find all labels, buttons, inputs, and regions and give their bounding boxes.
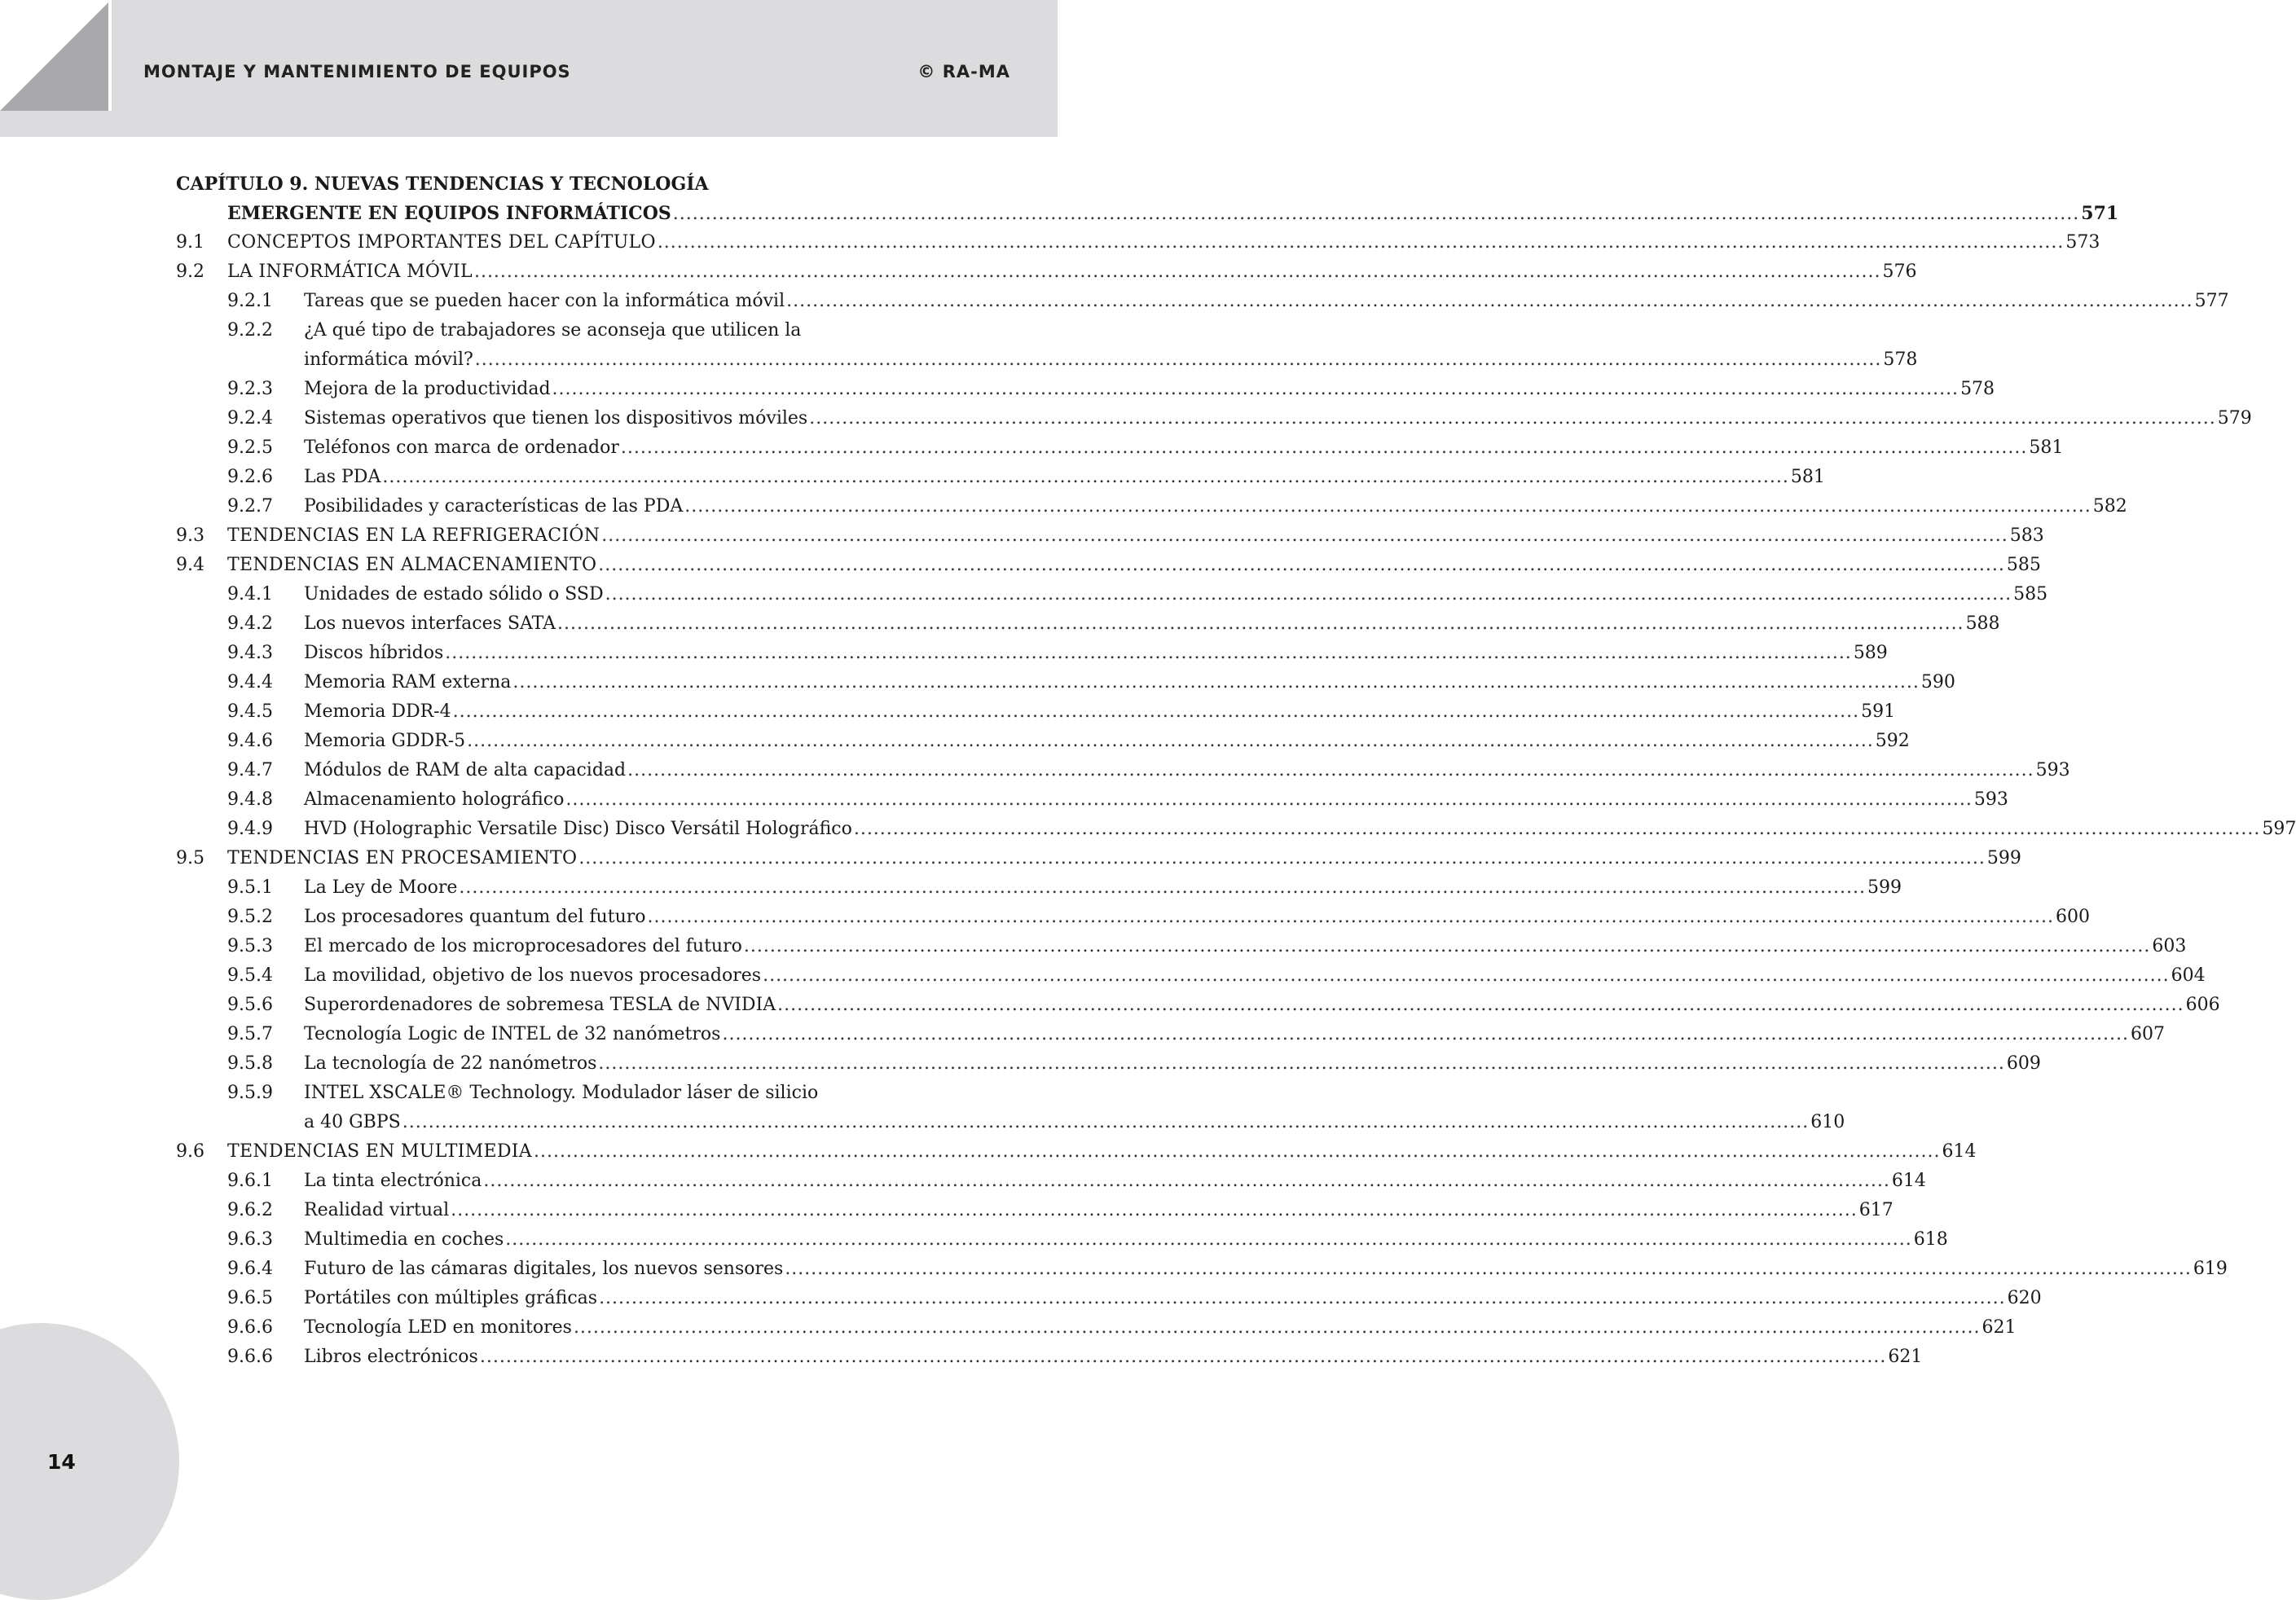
dot-leader — [777, 991, 2184, 1020]
subsection-number: 9.4.8 — [227, 789, 273, 810]
dot-leader — [565, 785, 1973, 815]
subsection-page: 591 — [1861, 701, 1896, 722]
subsection-page: 621 — [1982, 1317, 2017, 1338]
section-page: 583 — [2009, 525, 2044, 546]
toc-subentry-cont[interactable] — [176, 345, 1918, 375]
section-number: 9.5 — [176, 848, 205, 868]
dot-leader — [578, 844, 1986, 873]
dot-leader — [854, 815, 2261, 844]
subsection-title: Memoria GDDR-5 — [304, 731, 466, 751]
subsection-title: ¿A qué tipo de trabajadores se aconseja que utilicen la — [304, 320, 802, 341]
toc-entry[interactable] — [176, 521, 2044, 551]
subsection-page: 607 — [2130, 1024, 2165, 1044]
dot-leader — [605, 580, 2012, 609]
toc-subentry[interactable] — [176, 1049, 2041, 1079]
subsection-page: 585 — [2013, 584, 2048, 604]
dot-leader — [601, 521, 2008, 551]
toc-subentry[interactable] — [176, 1284, 2042, 1313]
dot-leader — [627, 756, 2034, 785]
section-title: LA INFORMÁTICA MÓVIL — [227, 262, 473, 282]
toc-subentry[interactable] — [176, 375, 1995, 404]
dot-leader — [467, 727, 1874, 756]
subsection-page: 609 — [2006, 1053, 2041, 1074]
subsection-page: 578 — [1960, 379, 1995, 399]
subsection-page: 597 — [2262, 819, 2296, 839]
dot-leader — [598, 1049, 2005, 1079]
toc-subentry[interactable] — [176, 815, 2296, 844]
toc-subentry[interactable] — [176, 433, 2064, 463]
section-number: 9.6 — [176, 1141, 205, 1162]
subsection-title: Libros electrónicos — [304, 1347, 478, 1367]
toc-entry[interactable] — [176, 551, 2041, 580]
subsection-title: Posibilidades y características de las PDA — [304, 496, 684, 516]
subsection-number: 9.5.6 — [227, 995, 273, 1015]
toc-subentry[interactable] — [176, 463, 1825, 492]
subsection-title: La Ley de Moore — [304, 877, 458, 898]
subsection-title: Los procesadores quantum del futuro — [304, 907, 646, 927]
dot-leader — [505, 1225, 1912, 1255]
toc-subentry[interactable] — [176, 1196, 1894, 1225]
subsection-number: 9.5.8 — [227, 1053, 273, 1074]
subsection-number: 9.5.7 — [227, 1024, 273, 1044]
subsection-number: 9.6.1 — [227, 1171, 273, 1191]
dot-leader — [785, 1255, 2192, 1284]
subsection-title: Unidades de estado sólido o SSD — [304, 584, 604, 604]
toc-subentry[interactable] — [176, 1313, 2017, 1343]
subsection-number: 9.2.4 — [227, 408, 273, 429]
toc-subentry[interactable] — [176, 609, 2000, 639]
subsection-number: 9.5.1 — [227, 877, 273, 898]
subsection-title: La tinta electrónica — [304, 1171, 482, 1191]
subsection-title: Las PDA — [304, 467, 381, 487]
toc-subentry[interactable] — [176, 961, 2206, 991]
toc-subentry[interactable] — [176, 492, 2127, 521]
subsection-page: 581 — [1790, 467, 1825, 487]
subsection-title: Discos híbridos — [304, 643, 444, 663]
subsection-title: Teléfonos con marca de ordenador — [304, 437, 619, 458]
subsection-number: 9.6.6 — [227, 1347, 273, 1367]
section-number: 9.1 — [176, 232, 205, 253]
subsection-page: 600 — [2056, 907, 2091, 927]
chapter-title-line2: EMERGENTE EN EQUIPOS INFORMÁTICOS — [227, 203, 671, 224]
page-corner-fold-icon — [0, 0, 111, 111]
dot-leader — [574, 1313, 1981, 1343]
subsection-number: 9.2.5 — [227, 437, 273, 458]
subsection-page: 593 — [1973, 789, 2008, 810]
dot-leader — [744, 932, 2151, 961]
subsection-title: Almacenamiento holográfico — [304, 789, 565, 810]
section-page: 573 — [2065, 232, 2100, 253]
toc-entry[interactable] — [176, 257, 1917, 287]
page-number: 14 — [47, 1450, 76, 1474]
subsection-page: 589 — [1853, 643, 1888, 663]
toc-subentry[interactable] — [176, 580, 2048, 609]
dot-leader — [658, 228, 2065, 257]
subsection-title: Sistemas operativos que tienen los dispositivos móviles — [304, 408, 808, 429]
dot-leader — [474, 257, 1881, 287]
dot-leader — [552, 375, 1960, 404]
subsection-number: 9.6.3 — [227, 1229, 273, 1250]
subsection-number: 9.5.9 — [227, 1083, 273, 1103]
subsection-title: Portátiles con múltiples gráficas — [304, 1288, 598, 1308]
toc-subentry[interactable] — [176, 873, 1902, 903]
dot-leader — [598, 551, 2005, 580]
subsection-number: 9.2.1 — [227, 291, 273, 311]
subsection-number: 9.4.5 — [227, 701, 273, 722]
subsection-number: 9.2.3 — [227, 379, 273, 399]
subsection-number: 9.4.7 — [227, 760, 273, 780]
dot-leader — [648, 903, 2055, 932]
toc-subentry[interactable] — [176, 756, 2070, 785]
subsection-page: 603 — [2152, 936, 2187, 956]
subsection-page: 582 — [2092, 496, 2127, 516]
subsection-title: Mejora de la productividad — [304, 379, 551, 399]
toc-subentry[interactable] — [176, 991, 2220, 1020]
dot-leader — [475, 345, 1882, 375]
dot-leader — [382, 463, 1789, 492]
toc-subentry[interactable] — [176, 668, 1955, 697]
toc-entry[interactable] — [176, 228, 2100, 257]
subsection-page: 606 — [2185, 995, 2220, 1015]
dot-leader — [673, 200, 2080, 229]
toc-subentry-cont[interactable] — [176, 1108, 1845, 1137]
subsection-title: Futuro de las cámaras digitales, los nuevos sensores — [304, 1259, 784, 1279]
footer-circle — [0, 1323, 179, 1600]
section-page: 614 — [1942, 1141, 1977, 1162]
subsection-page: 579 — [2217, 408, 2252, 429]
section-title: CONCEPTOS IMPORTANTES DEL CAPÍTULO — [227, 232, 656, 253]
toc-subentry[interactable] — [176, 697, 1896, 727]
subsection-title: Tecnología Logic de INTEL de 32 nanómetros — [304, 1024, 721, 1044]
toc-subentry[interactable] — [176, 903, 2091, 932]
dot-leader — [534, 1137, 1941, 1167]
toc-subentry[interactable] — [176, 1255, 2228, 1284]
running-header-publisher: © RA-MA — [917, 62, 1010, 81]
toc-subentry[interactable] — [176, 1343, 1923, 1372]
subsection-page: 592 — [1875, 731, 1910, 751]
dot-leader — [809, 404, 2216, 433]
section-number: 9.4 — [176, 555, 205, 575]
section-title: TENDENCIAS EN PROCESAMIENTO — [227, 848, 578, 868]
subsection-page: 610 — [1810, 1112, 1845, 1132]
subsection-number: 9.4.6 — [227, 731, 273, 751]
subsection-page: 578 — [1883, 349, 1918, 370]
dot-leader — [451, 1196, 1858, 1225]
section-title: TENDENCIAS EN MULTIMEDIA — [227, 1141, 532, 1162]
subsection-number: 9.5.4 — [227, 965, 273, 986]
subsection-number: 9.2.2 — [227, 320, 273, 341]
subsection-title: INTEL XSCALE® Technology. Modulador láser de silicio — [304, 1083, 819, 1103]
subsection-number: 9.4.2 — [227, 613, 273, 634]
toc-subentry[interactable] — [176, 1167, 1926, 1196]
section-title: TENDENCIAS EN LA REFRIGERACIÓN — [227, 525, 600, 546]
subsection-number: 9.5.3 — [227, 936, 273, 956]
subsection-page: 588 — [1965, 613, 2000, 634]
subsection-number: 9.4.9 — [227, 819, 273, 839]
dot-leader — [722, 1020, 2129, 1049]
subsection-title: Tareas que se pueden hacer con la informática móvil — [304, 291, 785, 311]
toc-subentry[interactable] — [176, 1079, 945, 1108]
subsection-title: Superordenadores de sobremesa TESLA de NVIDIA — [304, 995, 776, 1015]
subsection-page: 593 — [2035, 760, 2070, 780]
table-of-contents — [176, 169, 2296, 1372]
subsection-title: La tecnología de 22 nanómetros — [304, 1053, 597, 1074]
dot-leader — [557, 609, 1964, 639]
subsection-number: 9.6.6 — [227, 1317, 273, 1338]
toc-subentry[interactable] — [176, 1020, 2165, 1049]
subsection-title: Módulos de RAM de alta capacidad — [304, 760, 627, 780]
subsection-page: 621 — [1888, 1347, 1923, 1367]
subsection-page: 614 — [1891, 1171, 1926, 1191]
subsection-number: 9.4.4 — [227, 672, 273, 692]
subsection-page: 618 — [1913, 1229, 1948, 1250]
dot-leader — [763, 961, 2170, 991]
chapter-page: 571 — [2081, 203, 2119, 224]
toc-subentry[interactable] — [176, 727, 1910, 756]
dot-leader — [599, 1284, 2006, 1313]
section-page: 585 — [2006, 555, 2041, 575]
subsection-title-cont: a 40 GBPS — [304, 1112, 401, 1132]
subsection-page: 620 — [2007, 1288, 2042, 1308]
section-page: 576 — [1882, 262, 1917, 282]
toc-subentry[interactable] — [176, 639, 1888, 668]
toc-subentry[interactable] — [176, 316, 945, 345]
subsection-number: 9.5.2 — [227, 907, 273, 927]
subsection-title: Los nuevos interfaces SATA — [304, 613, 556, 634]
corner-divider — [108, 0, 112, 111]
chapter-title-line1: CAPÍTULO 9. NUEVAS TENDENCIAS Y TECNOLOGÍA — [176, 174, 709, 195]
section-number: 9.3 — [176, 525, 205, 546]
section-number: 9.2 — [176, 262, 205, 282]
subsection-title-cont: informática móvil? — [304, 349, 473, 370]
subsection-page: 590 — [1920, 672, 1955, 692]
section-title: TENDENCIAS EN ALMACENAMIENTO — [227, 555, 597, 575]
dot-leader — [445, 639, 1852, 668]
subsection-number: 9.4.1 — [227, 584, 273, 604]
running-header-title: MONTAJE Y MANTENIMIENTO DE EQUIPOS — [143, 62, 571, 81]
chapter-heading — [176, 169, 945, 199]
subsection-title: Realidad virtual — [304, 1200, 450, 1220]
dot-leader — [459, 873, 1866, 903]
subsection-page: 581 — [2029, 437, 2064, 458]
subsection-number: 9.2.7 — [227, 496, 273, 516]
toc-subentry[interactable] — [176, 404, 2252, 433]
dot-leader — [786, 287, 2193, 316]
subsection-number: 9.6.4 — [227, 1259, 273, 1279]
subsection-title: La movilidad, objetivo de los nuevos procesadores — [304, 965, 762, 986]
dot-leader — [621, 433, 2028, 463]
subsection-number: 9.6.2 — [227, 1200, 273, 1220]
subsection-page: 619 — [2193, 1259, 2228, 1279]
subsection-page: 617 — [1858, 1200, 1894, 1220]
toc-entry[interactable] — [176, 1137, 1977, 1167]
subsection-title: HVD (Holographic Versatile Disc) Disco Versátil Holográfico — [304, 819, 852, 839]
dot-leader — [684, 492, 2091, 521]
dot-leader — [480, 1343, 1887, 1372]
dot-leader — [483, 1167, 1890, 1196]
subsection-number: 9.6.5 — [227, 1288, 273, 1308]
subsection-title: El mercado de los microprocesadores del futuro — [304, 936, 742, 956]
section-page: 599 — [1986, 848, 2021, 868]
subsection-title: Tecnología LED en monitores — [304, 1317, 572, 1338]
dot-leader — [402, 1108, 1810, 1137]
subsection-number: 9.4.3 — [227, 643, 273, 663]
subsection-page: 604 — [2171, 965, 2206, 986]
subsection-page: 599 — [1867, 877, 1902, 898]
subsection-title: Memoria RAM externa — [304, 672, 512, 692]
subsection-page: 577 — [2194, 291, 2229, 311]
toc-subentry[interactable] — [176, 287, 2229, 316]
chapter-heading-cont[interactable] — [176, 199, 2119, 228]
toc-subentry[interactable] — [176, 1225, 1948, 1255]
toc-subentry[interactable] — [176, 785, 2008, 815]
subsection-title: Multimedia en coches — [304, 1229, 504, 1250]
subsection-title: Memoria DDR-4 — [304, 701, 451, 722]
toc-entry[interactable] — [176, 844, 2021, 873]
toc-subentry[interactable] — [176, 932, 2187, 961]
subsection-number: 9.2.6 — [227, 467, 273, 487]
dot-leader — [453, 697, 1860, 727]
dot-leader — [512, 668, 1920, 697]
